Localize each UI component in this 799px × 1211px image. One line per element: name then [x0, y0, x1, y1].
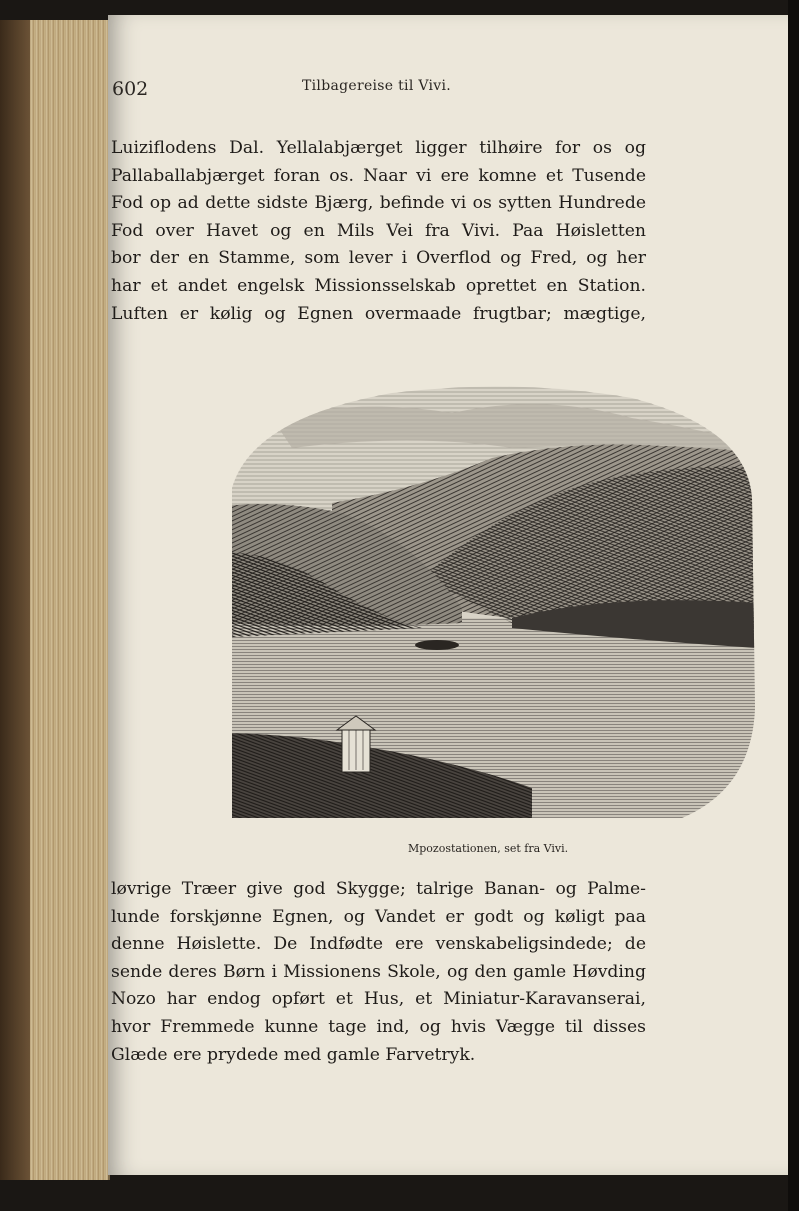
figure-caption: Mpozostationen, set fra Vivi. [408, 842, 569, 855]
text-line: sende deres Børn i Missionens Skole, og den gamle Høvding [111, 961, 646, 982]
text-line: Fod op ad dette sidste Bjærg, befinde vi os sytten Hundrede [111, 193, 646, 214]
paragraph-top [111, 135, 646, 328]
page-number: 602 [112, 78, 149, 100]
text-line: Pallaballabjærget foran os. Naar vi ere komne et Tusende [111, 165, 646, 186]
page-header [112, 78, 662, 100]
text-line: Glæde ere prydede med gamle Farvetryk. [111, 1044, 476, 1065]
text-line: lunde forskjønne Egnen, og Vandet er godt og køligt paa [111, 906, 646, 927]
paragraph-bottom [111, 876, 646, 1069]
text-line: Fod over Havet og en Mils Vei fra Vivi. Paa Høisletten [111, 220, 646, 241]
text-line: løvrige Træer give god Skygge; talrige Banan- og Palme- [111, 879, 646, 899]
engraving-illustration [212, 378, 757, 828]
text-line: har et andet engelsk Missionsselskab oprettet en Station. [111, 275, 646, 296]
text-line: hvor Fremmede kunne tage ind, og hvis Vægge til disses [111, 1016, 646, 1037]
scan-border [788, 0, 799, 1211]
text-line: Luften er kølig og Egnen overmaade frugtbar; mægtige, [111, 303, 646, 324]
text-line: Luiziflodens Dal. Yellalabjærget ligger tilhøire for os og [111, 138, 646, 158]
text-line: bor der en Stamme, som lever i Overflod og Fred, og her [111, 248, 646, 269]
running-title: Tilbagereise til Vivi. [302, 78, 452, 94]
text-line: denne Høislette. De Indfødte ere venskabeligsindede; de [111, 934, 646, 955]
text-line: Nozo har endog opført et Hus, et Miniatur-Karavanserai, [111, 989, 646, 1010]
book-cover-edge [0, 20, 30, 1180]
